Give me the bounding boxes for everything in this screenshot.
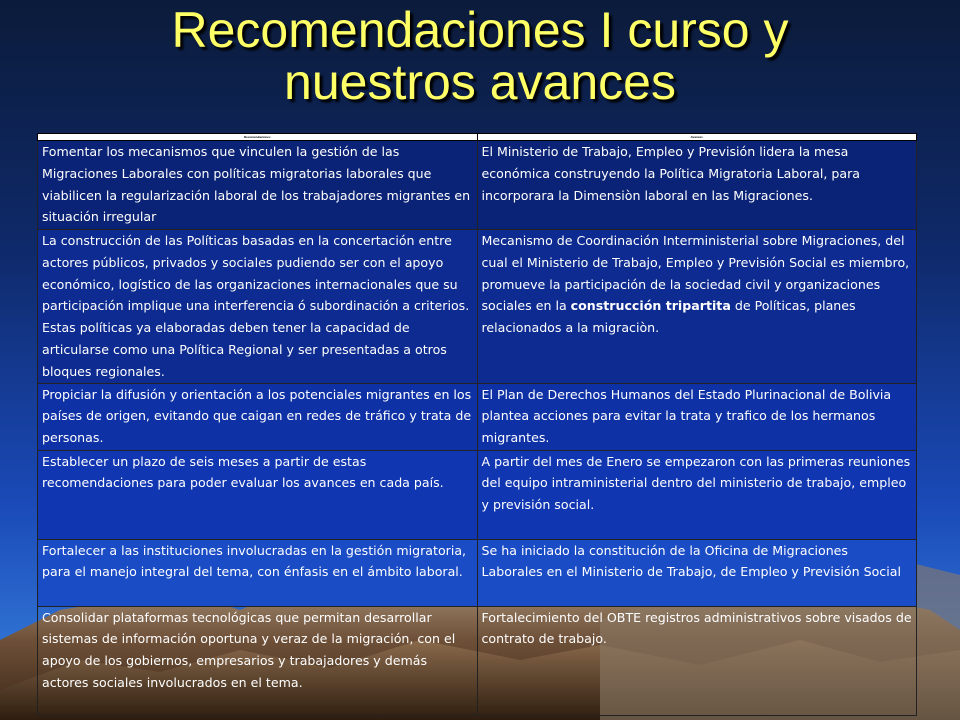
recommendation-cell: Fomentar los mecanismos que vinculen la gestión de las Migraciones Laborales con políticas migratorias laborales que viabilicen la regularización laboral de los trabajadores migrantes en situación irregular (38, 141, 478, 230)
progress-cell (477, 539, 917, 606)
progress-text: Se ha iniciado la constitución de la Oficina de Migraciones Laborales en el Ministerio de Trabajo, de Empleo y Previsión Social (481, 542, 901, 580)
progress-text: Fortalecimiento del OBTE registros administrativos sobre visados de contrato de trabajo. (481, 609, 912, 647)
table-row (38, 230, 917, 384)
progress-text: El Ministerio de Trabajo, Empleo y Previsión lidera la mesa económica construyendo la Política Migratoria Laboral, para incorporara la Dimensiòn laboral en las Migraciones. (481, 144, 861, 203)
recommendation-cell: Establecer un plazo de seis meses a partir de estas recomendaciones para poder evaluar los avances en cada país. (38, 450, 478, 539)
table-row (38, 606, 917, 715)
progress-cell (477, 606, 917, 715)
table-row (38, 383, 917, 450)
table-row (38, 539, 917, 606)
slide-title (0, 4, 960, 108)
progress-text: El Plan de Derechos Humanos del Estado Plurinacional de Bolivia plantea acciones para evitar la trata y trafico de los hermanos migrantes. (481, 386, 892, 446)
progress-text: Mecanismo de Coordinación Interministerial sobre Migraciones, del cual el Ministerio de Trabajo, Empleo y Previsión Social es miembro, promueve la participación de la sociedad civil y organizaciones sociales en la (481, 233, 910, 314)
recommendation-cell: Fortalecer a las instituciones involucradas en la gestión migratoria, para el manejo integral del tema, con énfasis en el ámbito laboral. (38, 539, 478, 606)
recommendations-table-container (37, 133, 917, 716)
progress-cell (477, 230, 917, 384)
progress-text-bold: construcción tripartita (570, 298, 731, 314)
title-line-2: nuestros avances (284, 54, 676, 110)
title-line-1: Recomendaciones I curso y (171, 2, 789, 58)
recommendations-table (37, 133, 917, 716)
recommendation-cell: Consolidar plataformas tecnológicas que permitan desarrollar sistemas de información oportuna y veraz de la migración, con el apoyo de los gobiernos, empresarios y trabajadores y demás actores sociales involucrados en el tema. (38, 606, 478, 715)
header-recommendations: Recomendaciones (38, 134, 478, 141)
progress-cell (477, 450, 917, 539)
header-progress: Avances (477, 134, 917, 141)
recommendation-cell: La construcción de las Políticas basadas en la concertación entre actores públicos, privados y sociales pudiendo ser con el apoyo económico, logístico de las organizaciones internacionales que su participación implique una interferencia ó subordinación a criterios. Estas políticas ya elaboradas deben tener la capacidad de articularse como una Política Regional y ser presentadas a otros bloques regionales. (38, 230, 478, 384)
progress-text: A partir del mes de Enero se empezaron con las primeras reuniones del equipo intraministerial dentro del ministerio de trabajo, empleo y previsión social. (481, 453, 911, 513)
table-row (38, 450, 917, 539)
progress-cell (477, 383, 917, 450)
recommendation-cell: Propiciar la difusión y orientación a los potenciales migrantes en los países de origen, evitando que caigan en redes de tráfico y trata de personas. (38, 383, 478, 450)
progress-cell (477, 141, 917, 230)
progress-text-end: de Políticas, planes relacionados a la migraciòn. (481, 298, 856, 336)
table-header-row (38, 134, 917, 141)
table-row (38, 141, 917, 230)
